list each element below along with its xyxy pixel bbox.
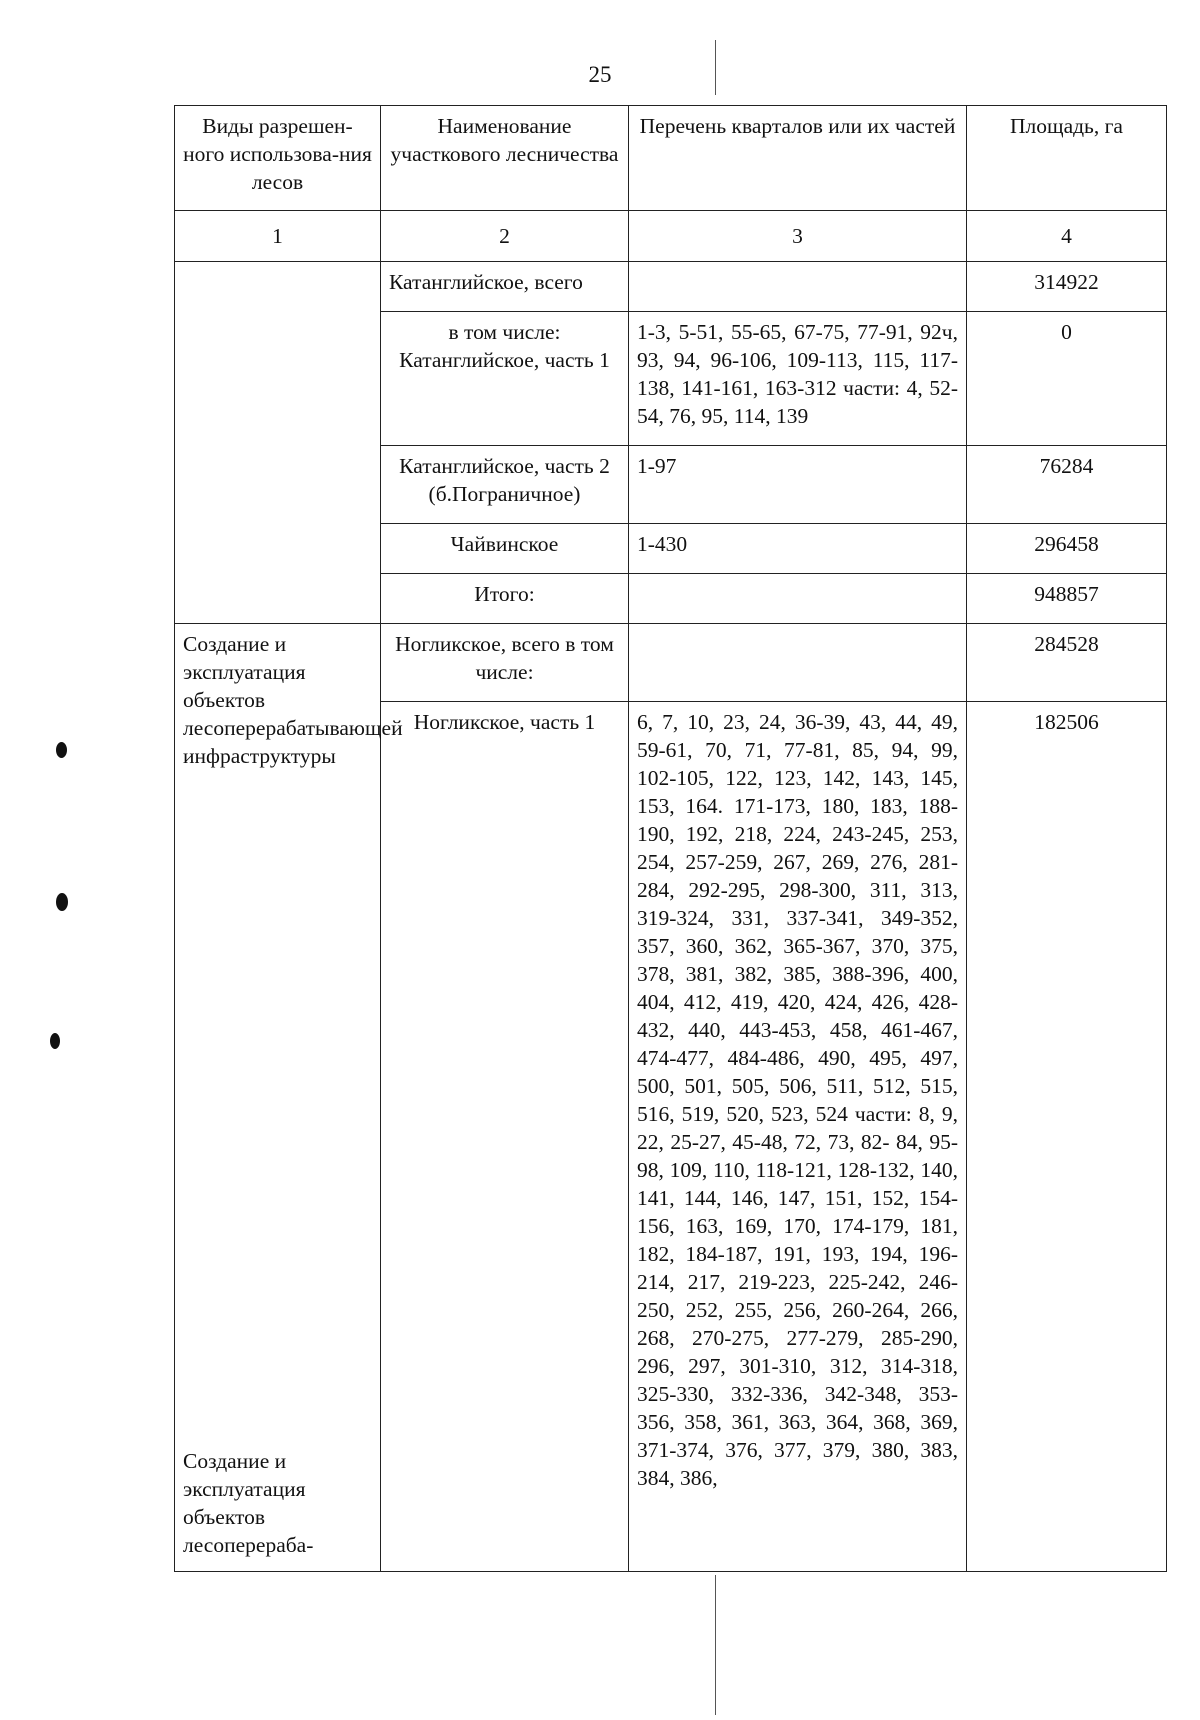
forestry-name-cell: Итого: [381,574,629,624]
scan-punch-mark [56,742,67,758]
forestry-name-cell: Ногликское, всего в том числе: [381,624,629,702]
area-cell: 0 [967,312,1167,446]
column-number: 4 [967,211,1167,262]
area-cell: 296458 [967,524,1167,574]
use-type-cell [175,262,381,624]
use-type-text-continued: Создание и эксплуатация объектов лесоперераба- [183,1449,314,1557]
header-use-type: Виды разрешен-ного использова-ния лесов [175,106,381,211]
area-cell: 76284 [967,446,1167,524]
quarters-cell: 1-3, 5-51, 55-65, 67-75, 77-91, 92ч, 93, 94, 96-106, 109-113, 115, 117-138, 141-161, 163-312 части: 4, 52-54, 76, 95, 114, 139 [629,312,967,446]
scan-punch-mark [50,1033,60,1049]
column-number: 2 [381,211,629,262]
scan-fold-line [715,40,716,95]
quarters-cell [629,574,967,624]
column-number: 3 [629,211,967,262]
forestry-name-cell: Катанглийское, всего [381,262,629,312]
table-header-row [175,106,1167,211]
forestry-name-cell: Чайвинское [381,524,629,574]
scan-punch-mark [56,893,68,911]
forestry-name-cell: Катанглийское, часть 2 (б.Пограничное) [381,446,629,524]
area-cell: 284528 [967,624,1167,702]
column-number-row [175,211,1167,262]
header-forestry-name: Наименование участкового лесничества [381,106,629,211]
quarters-cell: 1-97 [629,446,967,524]
quarters-cell [629,262,967,312]
scan-fold-line [715,1575,716,1715]
quarters-cell: 6, 7, 10, 23, 24, 36-39, 43, 44, 49, 59-61, 70, 71, 77-81, 85, 94, 99, 102-105, 122, 123, 142, 143, 145, 153, 164. 171-173, 180, 183, 188-190, 192, 218, 224, 243-245, 253, 254, 257-259, 267, 269, 276, 281-284, 292-295, 298-300, 311, 313, 319-324, 331, 337-341, 349-352, 357, 360, 362, 365-367, 370, 375, 378, 381, 382, 385, 388-396, 400, 404, 412, 419, 420, 424, 426, 428-432, 440, 443-453, 458, 461-467, 474-477, 484-486, 490, 495, 497, 500, 501, 505, 506, 511, 512, 515, 516, 519, 520, 523, 524 части: 8, 9, 22, 25-27, 45-48, 72, 73, 82- 84, 95-98, 109, 110, 118-121, 128-132, 140, 141, 144, 146, 147, 151, 152, 154-156, 163, 169, 170, 174-179, 181, 182, 184-187, 191, 193, 194, 196-214, 217, 219-223, 225-242, 246-250, 252, 255, 256, 260-264, 266, 268, 270-275, 277-279, 285-290, 296, 297, 301-310, 312, 314-318, 325-330, 332-336, 342-348, 353-356, 358, 361, 363, 364, 368, 369, 371-374, 376, 377, 379, 380, 383, 384, 386, [629,702,967,1572]
table-row [175,624,1167,702]
forest-use-table [174,105,1167,1572]
forestry-name-cell: Ногликское, часть 1 [381,702,629,1572]
area-cell: 948857 [967,574,1167,624]
area-cell: 314922 [967,262,1167,312]
quarters-cell [629,624,967,702]
column-number: 1 [175,211,381,262]
area-cell: 182506 [967,702,1167,1572]
header-quarters-list: Перечень кварталов или их частей [629,106,967,211]
header-area: Площадь, га [967,106,1167,211]
quarters-cell: 1-430 [629,524,967,574]
table-row [175,262,1167,312]
use-type-text: Создание и эксплуатация объектов лесоперерабатывающей инфраструктуры [183,632,403,768]
page-number: 25 [588,62,612,87]
use-type-cell [175,624,403,1572]
forestry-name-cell: в том числе: Катанглийское, часть 1 [381,312,629,446]
